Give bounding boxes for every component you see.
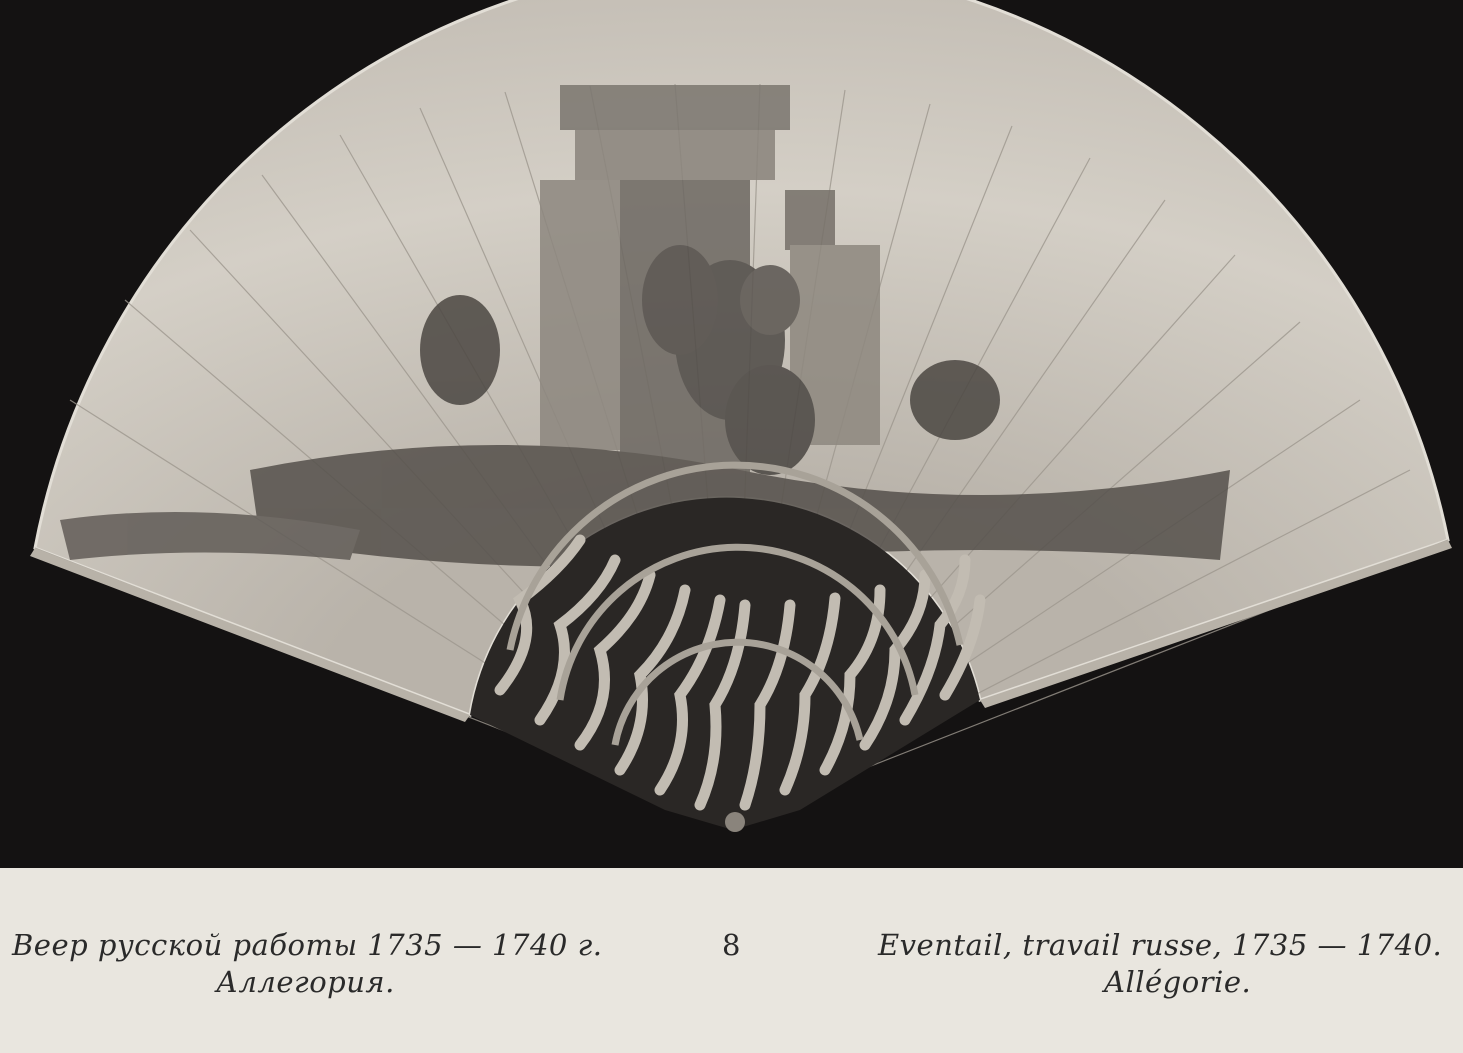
caption-russian-subtitle: Аллегория. [216, 965, 395, 999]
plate-number: 8 [722, 928, 741, 962]
caption-french-title: Eventail, travail russe, 1735 — 1740. [878, 928, 1443, 962]
caption-russian-title: Веер русской работы 1735 — 1740 г. [12, 928, 603, 962]
caption-french-subtitle: Allégorie. [1104, 965, 1252, 999]
